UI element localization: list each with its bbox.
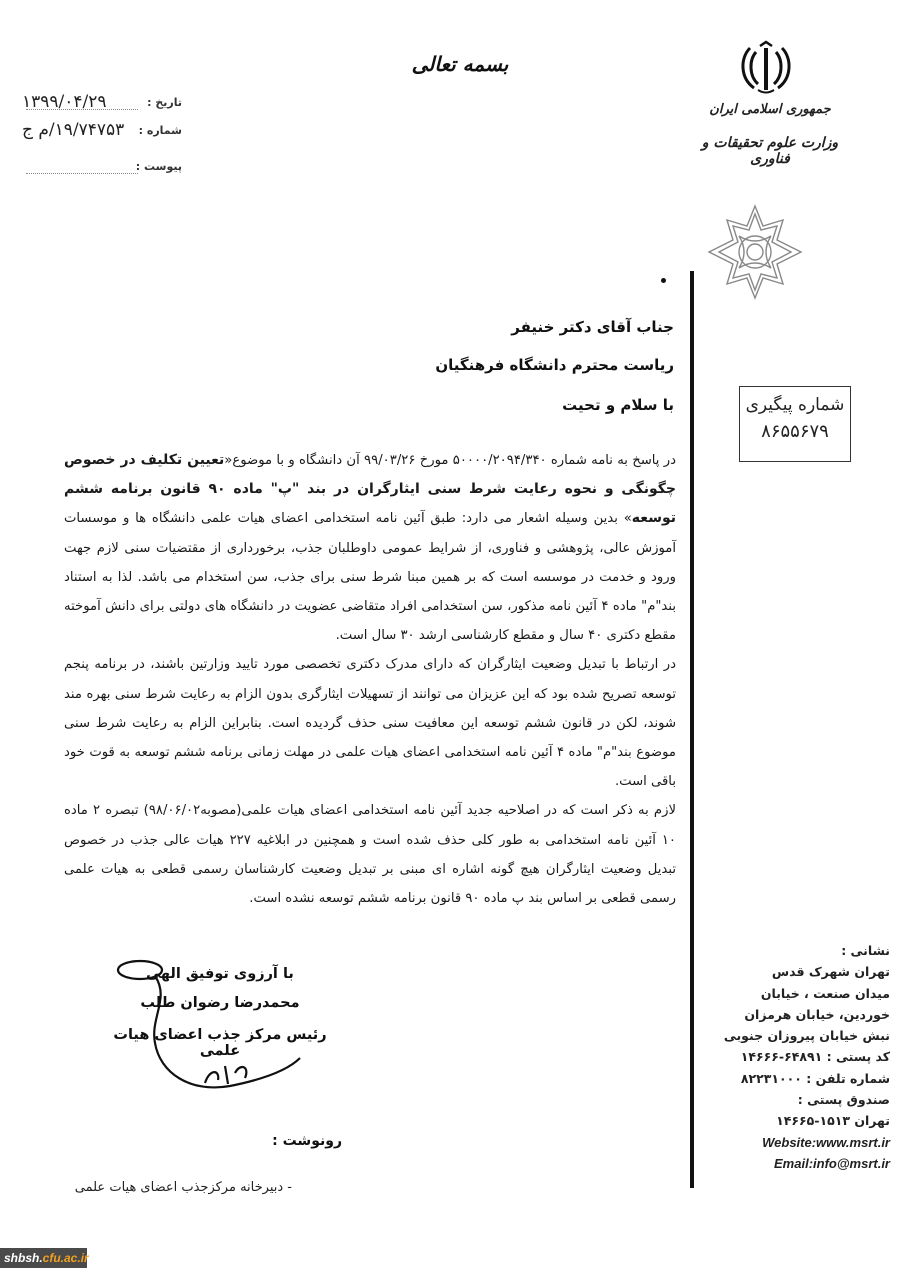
letter-body [64,446,676,913]
address-line: تهران شهرک قدس [771,964,890,980]
address-line: نبش خیابان پیروزان جنوبی [723,1028,890,1044]
tracking-number: ۸۶۵۵۶۷۹ [761,421,829,442]
signatory-title: رئیس مرکز جذب اعضای هیات علمی [113,1027,327,1059]
attachment-dotted-line [26,173,138,174]
phone-number: شماره تلفن : ۸۲۲۳۱۰۰۰ [740,1070,890,1086]
ornament-star-icon [705,202,805,302]
addressee: جناب آقای دکتر خنیفر [511,318,674,336]
number-value: ۱۹/۷۴۷۵۳/م ج [22,120,125,140]
bullet-dot [661,278,666,283]
paragraph-1-content: » بدین وسیله اشعار می دارد: طبق آئین نامه استخدامی اعضای هیات علمی دانشگاه ها و موسسات آموزش عالی، پژوهشی و فناوری، از شرایط عمومی داوطلبان جذب، برخورداری از مقتضیات سنی لازم جهت ورود و خدمت در موسسه است که بر همین مبنا شرط سنی برای جذب، سن استخدام می باشد. لذا به استناد بند"م" ماده ۴ آئین نامه مذکور، سن استخدامی افراد متقاضی عضویت در دانشگاه های دولتی برای دانش آموخته مقطع دکتری ۴۰ سال و مقطع کارشناسی ارشد ۳۰ سال است. [64,511,676,644]
tracking-label: شماره پیگیری [745,395,845,415]
address-block [718,940,890,1174]
cc-label: رونوشت : [272,1133,342,1149]
closing-wish: با آرزوی توفیق الهی [146,966,294,982]
bismillah-heading: بسمه تعالی [411,52,509,76]
margin-vertical-line [690,271,694,1188]
paragraph-3: لازم به ذکر است که در اصلاحیه جدید آئین نامه استخدامی اعضای هیات علمی(مصوبه۹۸/۰۶/۰۲) تبصره ۲ ماده ۱۰ آئین نامه استخدامی به طور کلی حذف شده است و همچنین در ابلاغیه ۲۲۷ هیات عالی جذب در خصوص تبدیل وضعیت ایثارگران هیچ گونه اشاره ای مبنی بر تبدیل وضعیت کارشناسان رسمی قطعی به هیات علمی رسمی قطعی بر اساس بند پ ماده ۹۰ قانون برنامه ششم توسعه نشده است. [64,803,676,907]
greeting: با سلام و تحیت [562,396,674,414]
date-value: ۱۳۹۹/۰۴/۲۹ [22,92,107,112]
paragraph-1-subject: تعیین تکلیف در خصوص چگونگی و نحوه رعایت شرط سنی ایثارگران در بند "پ" ماده ۹۰ قانون برنامه ششم توسعه [64,452,676,527]
site-watermark [0,1248,87,1268]
tracking-number-box [739,386,851,462]
address-label: نشانی : [841,943,890,958]
paragraph-2: در ارتباط با تبدیل وضعیت ایثارگران که دارای مدرک دکتری تخصصی مورد تایید وزارتین باشند، در برنامه پنجم توسعه تصریح شده بود که این عزیزان می توانند از تسهیلات ایثارگری بدون الزام به رعایت شرط سنی بهره مند شوند، لکن در قانون ششم توسعه این معافیت سنی حذف گردیده است. بنابراین الزام به رعایت شرط سنی موضوع بند"م" ماده ۴ آئین نامه استخدامی اعضای هیات علمی در مهلت زمانی برنامه ششم توسعه به قوت خود باقی است. [64,657,676,790]
ministry-line2: وزارت علوم تحقیقات و فناوری [701,135,839,167]
attachment-label: پیوست : [135,160,182,173]
po-box-label: صندوق پستی : [797,1092,890,1108]
po-box: تهران ۱۵۱۳-۱۴۶۶۵ [776,1113,890,1129]
attachment-field [22,156,182,178]
ministry-line1: جمهوری اسلامی ایران [709,102,831,117]
iran-emblem-icon [736,40,796,95]
address-line: میدان صنعت ، خیابان [760,985,890,1001]
website-link[interactable]: Website:www.msrt.ir [762,1134,890,1150]
date-field [22,92,182,114]
watermark-prefix: shbsh. [4,1251,43,1265]
watermark-domain: cfu.ac.ir [42,1251,89,1265]
email-link[interactable]: Email:info@msrt.ir [774,1155,890,1171]
paragraph-1-intro: در پاسخ به نامه شماره ۵۰۰۰۰/۲۰۹۴/۳۴۰ مورخ ۹۹/۰۳/۲۶ آن دانشگاه و با موضوع« [224,453,676,468]
signatory-name: محمدرضا رضوان طلب [140,995,300,1011]
paragraph-1 [64,446,676,650]
addressee-position: ریاست محترم دانشگاه فرهنگیان [435,356,674,374]
number-field [22,120,182,142]
number-label: شماره : [138,124,182,137]
cc-item: - دبیرخانه مرکزجذب اعضای هیات علمی [74,1180,292,1195]
postal-code: کد پستی : ۶۴۸۹۱-۱۴۶۶۶ [740,1049,890,1065]
date-label: تاریخ : [147,96,182,109]
address-line: خوردین، خیابان هرمزان [744,1006,890,1022]
